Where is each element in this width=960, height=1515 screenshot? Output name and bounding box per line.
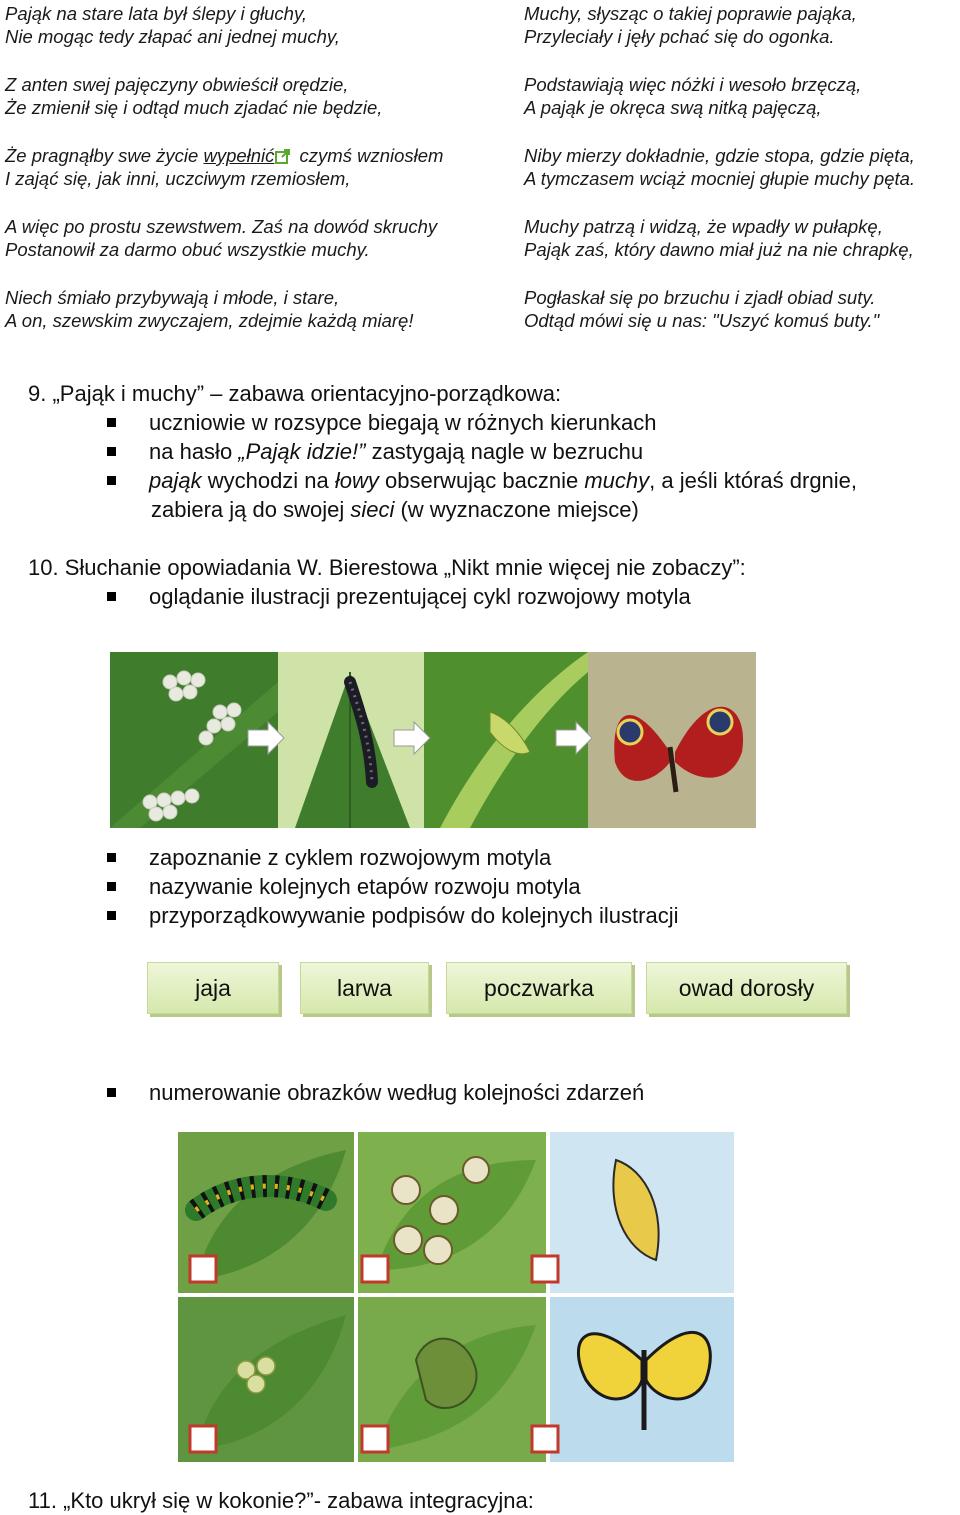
poem-line: I zająć się, jak inni, uczciwym rzemiosłem, xyxy=(5,168,351,189)
list-item xyxy=(107,582,947,611)
list-item-text: zapoznanie z cyklem rozwojowym motyla xyxy=(149,845,552,870)
poem-line: Z anten swej pajęczyny obwieścił orędzie, xyxy=(5,74,349,95)
list-item xyxy=(107,437,947,466)
text-run-italic: pająk xyxy=(149,468,202,493)
list-item-text: przyporządkowywanie podpisów do kolejnych ilustracji xyxy=(149,903,679,928)
stage-card-eggs[interactable]: jaja xyxy=(147,962,279,1014)
poem-stanza xyxy=(5,144,510,190)
poem-text: czymś wzniosłem xyxy=(294,145,444,166)
list-item-text: numerowanie obrazków według kolejności zdarzeń xyxy=(149,1080,645,1105)
stage-card-pupa[interactable]: poczwarka xyxy=(446,962,632,1014)
list-item xyxy=(107,872,947,901)
poem-line: Pogłaskał się po brzuchu i zjadł obiad suty. xyxy=(524,287,876,308)
text-run-italic: „Pająk idzie!” xyxy=(238,439,366,464)
text-run: (w wyznaczone miejsce) xyxy=(394,497,639,522)
poem-stanza xyxy=(5,2,510,48)
list-item-text xyxy=(107,466,947,495)
text-run-italic: sieci xyxy=(350,497,395,522)
poem-stanza xyxy=(524,2,960,48)
poem-line: A więc po prostu szewstwem. Zaś na dowód skruchy xyxy=(5,216,438,237)
section-11-heading: 11. „Kto ukrył się w kokonie?”- zabawa integracyjna: xyxy=(28,1488,534,1513)
section-10-heading: 10. Słuchanie opowiadania W. Bierestowa „Nikt mnie więcej nie zobaczy”: xyxy=(28,555,746,580)
poem-text: Że pragnąłby swe życie xyxy=(5,145,204,166)
poem-line: Postanowił za darmo obuć wszystkie muchy. xyxy=(5,239,370,260)
list-item-text: nazywanie kolejnych etapów rozwoju motyla xyxy=(149,874,581,899)
poem-line: Niech śmiało przybywają i młode, i stare, xyxy=(5,287,340,308)
text-run: na hasło xyxy=(149,439,239,464)
poem-link[interactable]: wypełnić xyxy=(203,145,275,166)
poem-line xyxy=(5,144,510,167)
text-run: , a jeśli któraś drgnie, xyxy=(649,468,858,493)
poem-line: A tymczasem wciąż mocniej głupie muchy pęta. xyxy=(524,168,916,189)
stage-card-larva[interactable]: larwa xyxy=(300,962,429,1014)
text-run: wychodzi na xyxy=(201,468,335,493)
poem-stanza xyxy=(524,73,960,119)
poem-line: Pająk zaś, który dawno miał już na nie chrapkę, xyxy=(524,239,914,260)
poem-line: Muchy patrzą i widzą, że wpadły w pułapkę, xyxy=(524,216,883,237)
poem-right-column xyxy=(524,2,960,357)
section-9-heading: 9. „Pająk i muchy” – zabawa orientacyjno-porządkowa: xyxy=(28,381,562,406)
poem-stanza xyxy=(524,144,960,190)
stage-card-adult[interactable]: owad dorosły xyxy=(646,962,847,1014)
list-item xyxy=(107,843,947,872)
text-run: zabiera ją do swojej xyxy=(151,497,351,522)
poem-line: Pająk na stare lata był ślepy i głuchy, xyxy=(5,3,307,24)
list-item-text xyxy=(107,437,947,466)
list-item-continuation xyxy=(107,495,947,524)
poem-line: Odtąd mówi się u nas: "Uszyć komuś buty." xyxy=(524,310,880,331)
list-item xyxy=(107,408,947,437)
poem-line: Nie mogąc tedy złapać ani jednej muchy, xyxy=(5,26,340,47)
list-item xyxy=(107,466,947,524)
poem-line: Muchy, słysząc o takiej poprawie pająka, xyxy=(524,3,857,24)
poem-left-column xyxy=(5,2,510,357)
poem-stanza xyxy=(524,286,960,332)
swallowtail-sequence-image xyxy=(176,1130,736,1464)
text-run: obserwując bacznie xyxy=(378,468,585,493)
poem-line: Niby mierzy dokładnie, gdzie stopa, gdzie pięta, xyxy=(524,145,915,166)
text-run-italic: muchy xyxy=(584,468,650,493)
external-link-icon[interactable] xyxy=(275,148,291,164)
list-item-text: uczniowie w rozsypce biegają w różnych kierunkach xyxy=(149,410,657,435)
poem-stanza xyxy=(524,215,960,261)
list-item xyxy=(107,1078,947,1107)
poem-stanza xyxy=(5,286,510,332)
list-item xyxy=(107,901,947,930)
text-run-italic: łowy xyxy=(334,468,379,493)
list-item-text: oglądanie ilustracji prezentującej cykl rozwojowy motyla xyxy=(149,584,691,609)
poem-stanza xyxy=(5,215,510,261)
text-run: zastygają nagle w bezruchu xyxy=(365,439,644,464)
poem-line: Przyleciały i jęły pchać się do ogonka. xyxy=(524,26,835,47)
poem-line: A on, szewskim zwyczajem, zdejmie każdą miarę! xyxy=(5,310,414,331)
poem-stanza xyxy=(5,73,510,119)
butterfly-lifecycle-image xyxy=(110,652,756,828)
poem-line: Podstawiają więc nóżki i wesoło brzęczą, xyxy=(524,74,862,95)
poem-line: A pająk je okręca swą nitką pajęczą, xyxy=(524,97,822,118)
poem-line: Że zmienił się i odtąd much zjadać nie będzie, xyxy=(5,97,383,118)
